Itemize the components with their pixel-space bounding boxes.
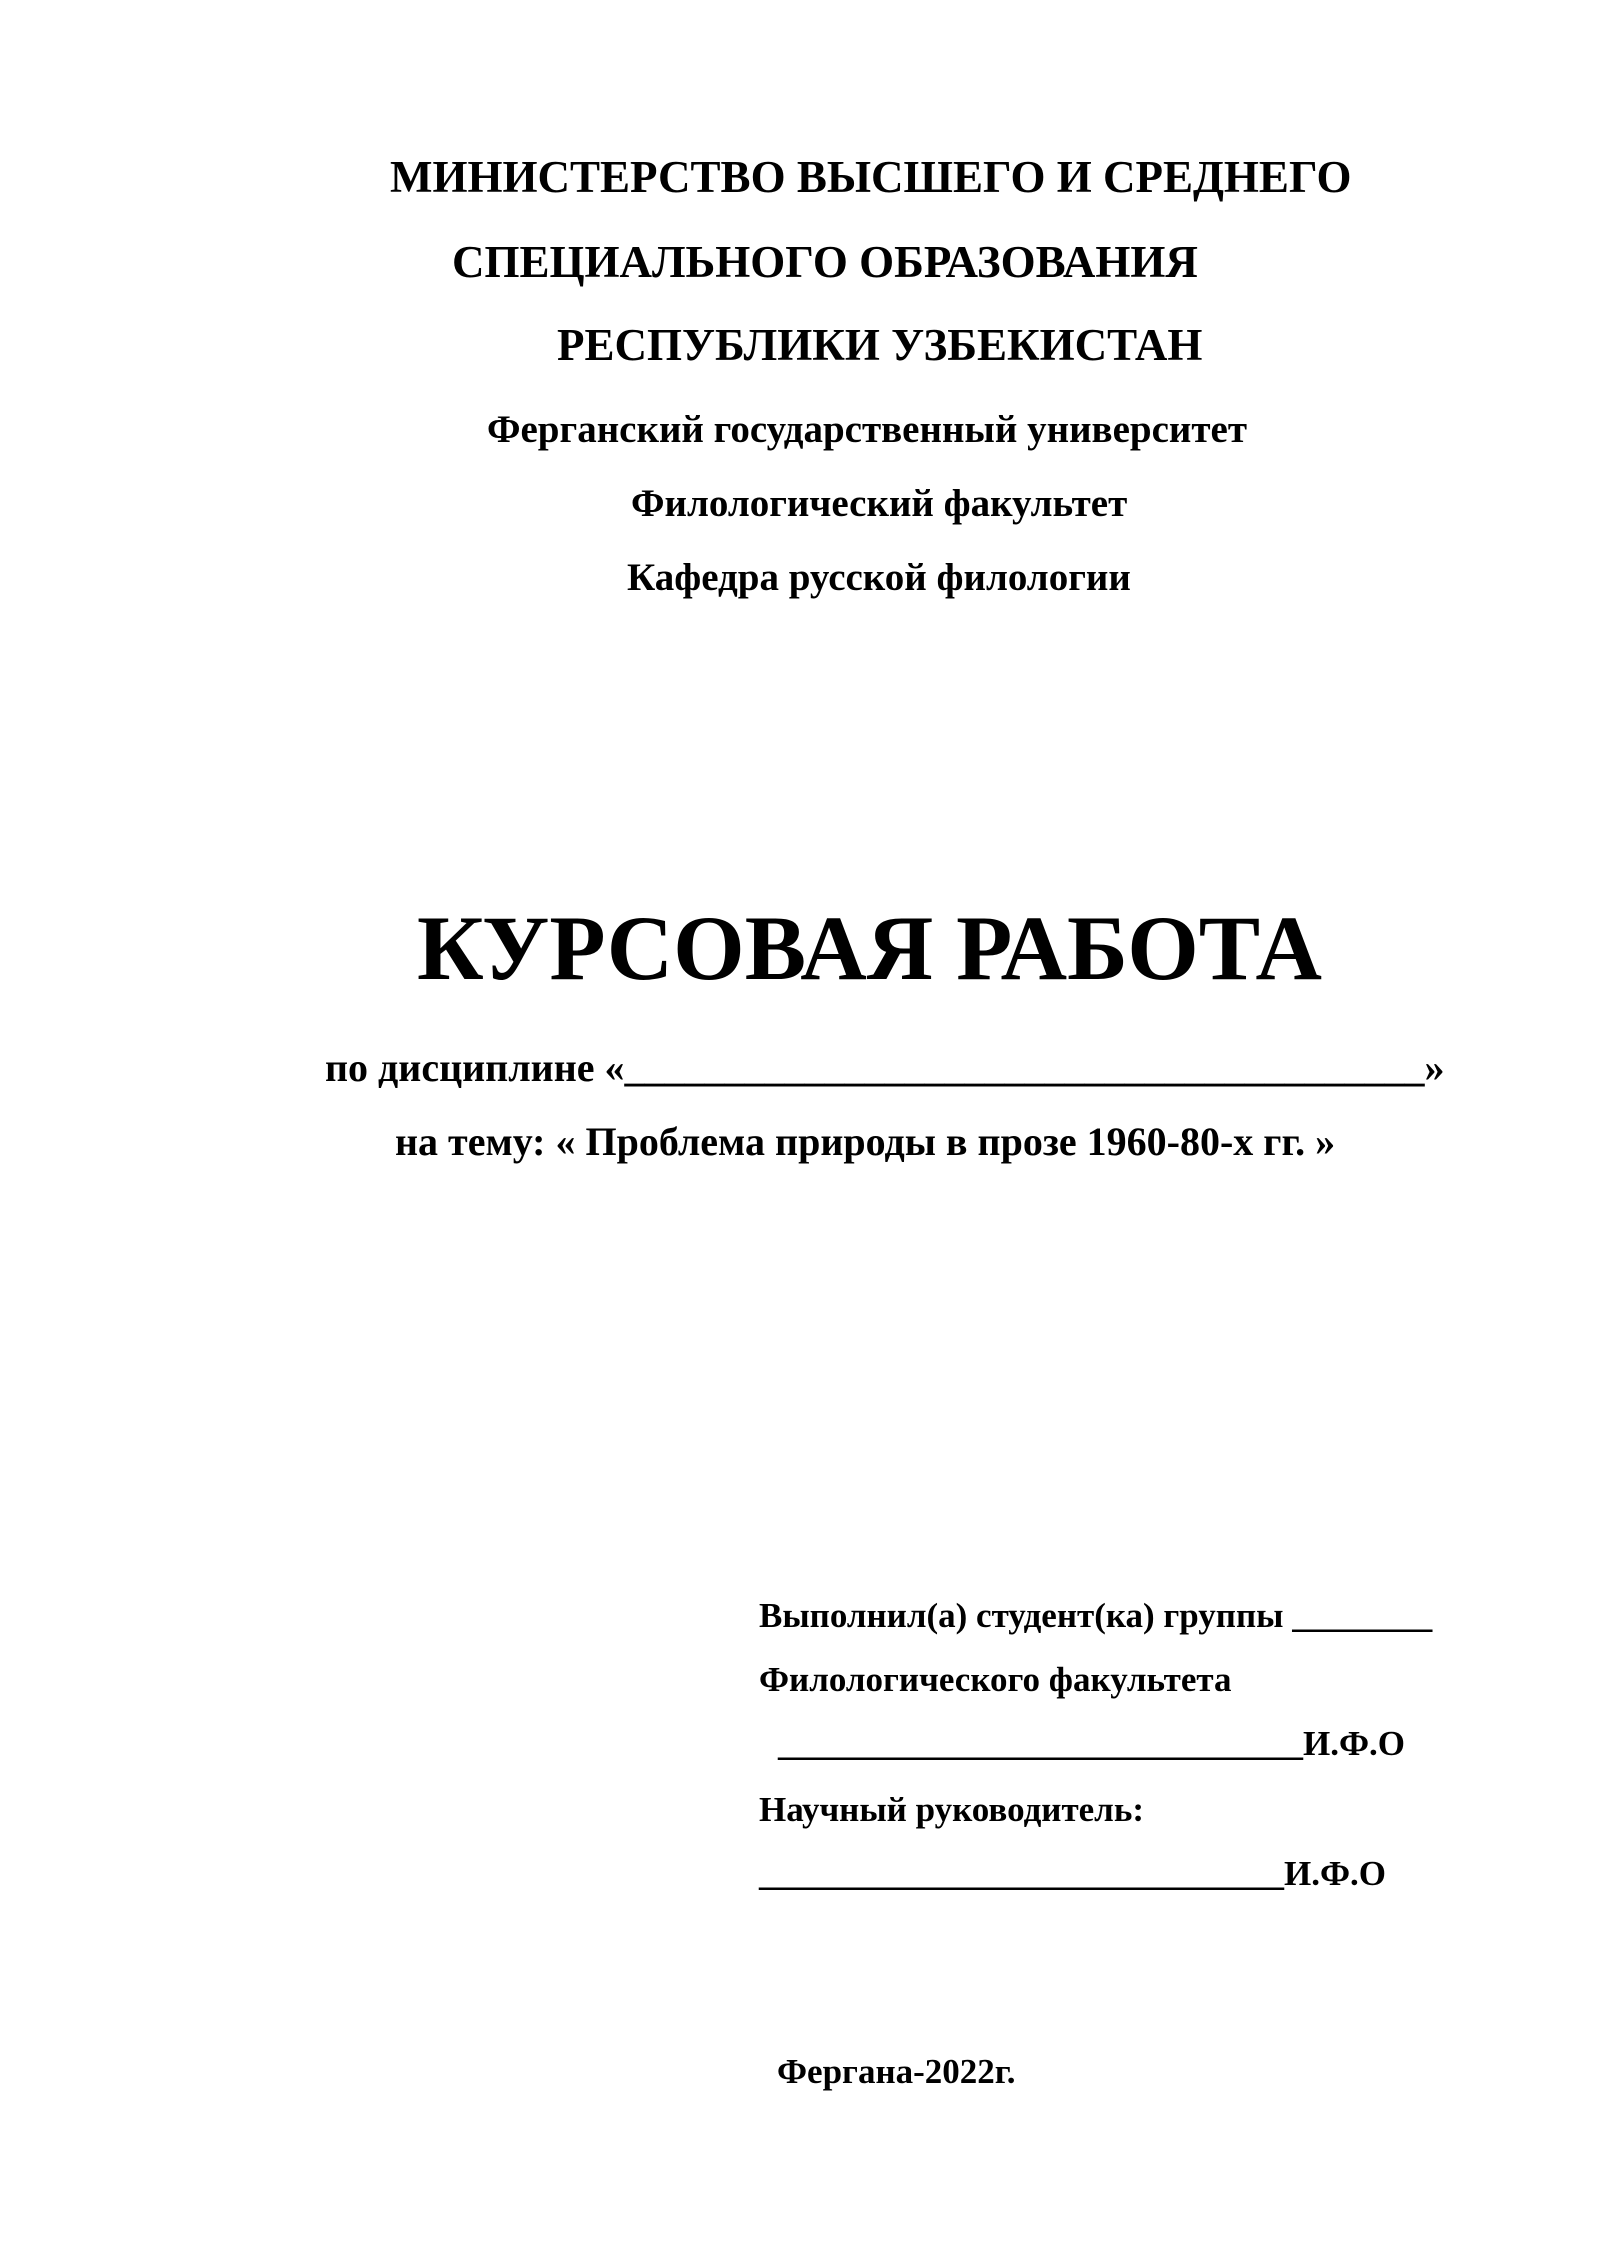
topic-line: на тему: « Проблема природы в прозе 1960-80-х гг. » <box>395 1119 1336 1164</box>
ministry-line-2: СПЕЦИАЛЬНОГО ОБРАЗОВАНИЯ <box>452 237 1198 287</box>
student-name-line: ______________________________И.Ф.О <box>778 1724 1406 1763</box>
city-year: Фергана-2022г. <box>777 2052 1016 2091</box>
university-name: Ферганский государственный университет <box>487 408 1248 451</box>
ministry-line-3: РЕСПУБЛИКИ УЗБЕКИСТАН <box>557 320 1203 370</box>
discipline-line: по дисциплине «________________________________________» <box>325 1045 1445 1090</box>
document-title: КУРСОВАЯ РАБОТА <box>417 897 1322 999</box>
department-name: Кафедра русской филологии <box>627 556 1131 599</box>
student-group-line: Выполнил(а) студент(ка) группы ________ <box>759 1596 1433 1635</box>
faculty-name: Филологический факультет <box>631 482 1128 525</box>
ministry-line-1: МИНИСТЕРСТВО ВЫСШЕГО И СРЕДНЕГО <box>390 152 1352 202</box>
advisor-name-line: ______________________________И.Ф.О <box>759 1854 1387 1893</box>
student-faculty: Филологического факультета <box>759 1660 1232 1699</box>
advisor-label: Научный руководитель: <box>759 1790 1144 1829</box>
